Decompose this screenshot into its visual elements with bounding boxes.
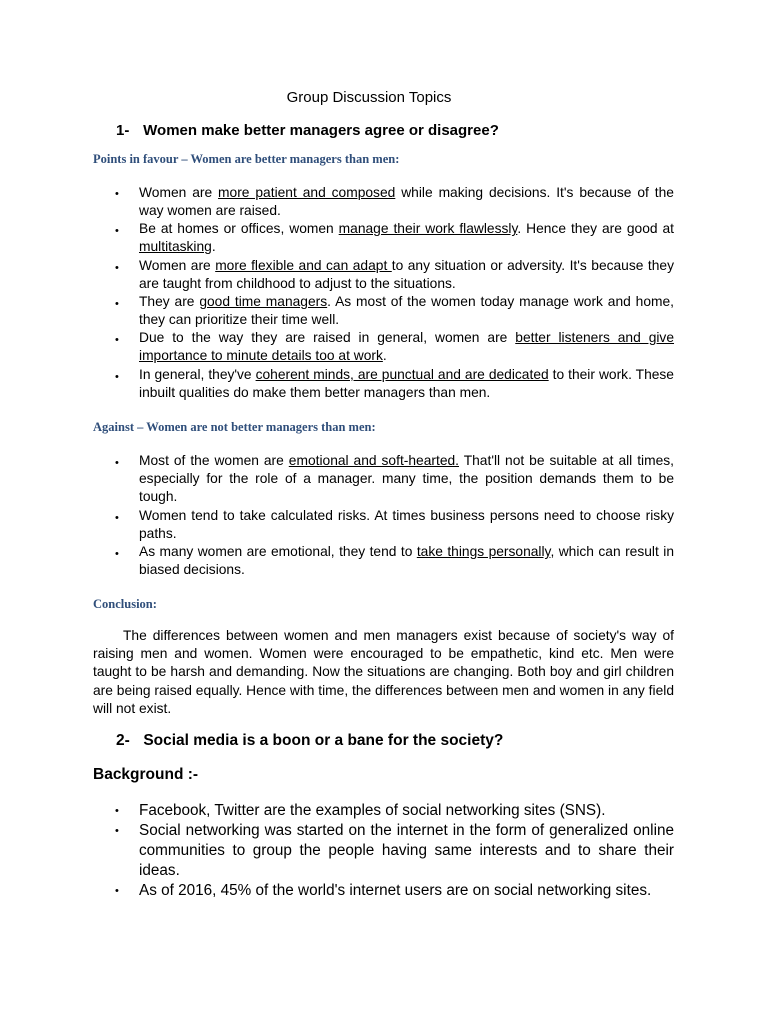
- conclusion-heading: Conclusion:: [93, 597, 157, 611]
- favour-point: Due to the way they are raised in general, women are better listeners and give importance to minute details too at work.: [139, 330, 675, 364]
- favour-point: In general, they've coherent minds, are punctual and are dedicated to their work. These inbuilt qualities do make them better managers than men.: [139, 367, 674, 401]
- favour-point: Women are more patient and composed while making decisions. It's because of the way women are raised.: [139, 185, 674, 219]
- bullet-icon: •: [115, 188, 119, 200]
- topic-1-number: 1-: [116, 122, 130, 139]
- bullet-icon: •: [115, 885, 119, 897]
- background-heading: Background :-: [93, 766, 199, 783]
- bullet-icon: •: [115, 825, 119, 837]
- bullet-icon: •: [115, 548, 119, 560]
- against-heading: Against – Women are not better managers than men:: [93, 420, 376, 434]
- favour-point: Women are more flexible and can adapt to any situation or adversity. It's because they are taught from childhood to adjust to the situations.: [139, 258, 674, 292]
- against-point: Most of the women are emotional and soft-hearted. That'll not be suitable at all times, especially for the role of a manager. many time, the position demands them to be tough.: [139, 453, 674, 505]
- against-point: Women tend to take calculated risks. At times business persons need to choose risky paths.: [139, 508, 674, 542]
- bullet-icon: •: [115, 298, 119, 310]
- topic-1-heading: [116, 122, 499, 139]
- conclusion-paragraph: The differences between women and men managers exist because of society's way of raising men and women. Women were encouraged to be empathetic, kind etc. Men were taught to be harsh and demanding. Now the situations are changing. Both boy and girl children are being raised equally. Hence with time, the differences between men and women in any field will not exist.: [93, 628, 674, 716]
- document-title: Group Discussion Topics: [286, 89, 452, 106]
- bullet-icon: •: [115, 371, 119, 383]
- against-point: As many women are emotional, they tend to take things personally, which can result in biased decisions.: [139, 544, 674, 578]
- bullet-icon: •: [115, 262, 119, 274]
- bullet-icon: •: [115, 805, 119, 817]
- background-point: Facebook, Twitter are the examples of social networking sites (SNS).: [139, 802, 606, 819]
- bullet-icon: •: [115, 457, 119, 469]
- topic-2-number: 2-: [116, 732, 130, 749]
- favour-point: Be at homes or offices, women manage their work flawlessly. Hence they are good at multitasking.: [139, 221, 674, 255]
- bullet-icon: •: [115, 225, 119, 237]
- favour-point: They are good time managers. As most of the women today manage work and home, they can prioritize their time well.: [139, 294, 675, 328]
- background-point: As of 2016, 45% of the world's internet users are on social networking sites.: [139, 882, 652, 899]
- favour-heading: Points in favour – Women are better managers than men:: [93, 152, 400, 166]
- topic-2-heading: [116, 732, 503, 750]
- topic-2-title: Social media is a boon or a bane for the society?: [143, 732, 504, 749]
- bullet-icon: •: [115, 512, 119, 524]
- bullet-icon: •: [115, 334, 119, 346]
- topic-1-title: Women make better managers agree or disagree?: [143, 122, 499, 139]
- background-point: Social networking was started on the internet in the form of generalized online communities to group the people having same interests and to share their ideas.: [139, 822, 674, 879]
